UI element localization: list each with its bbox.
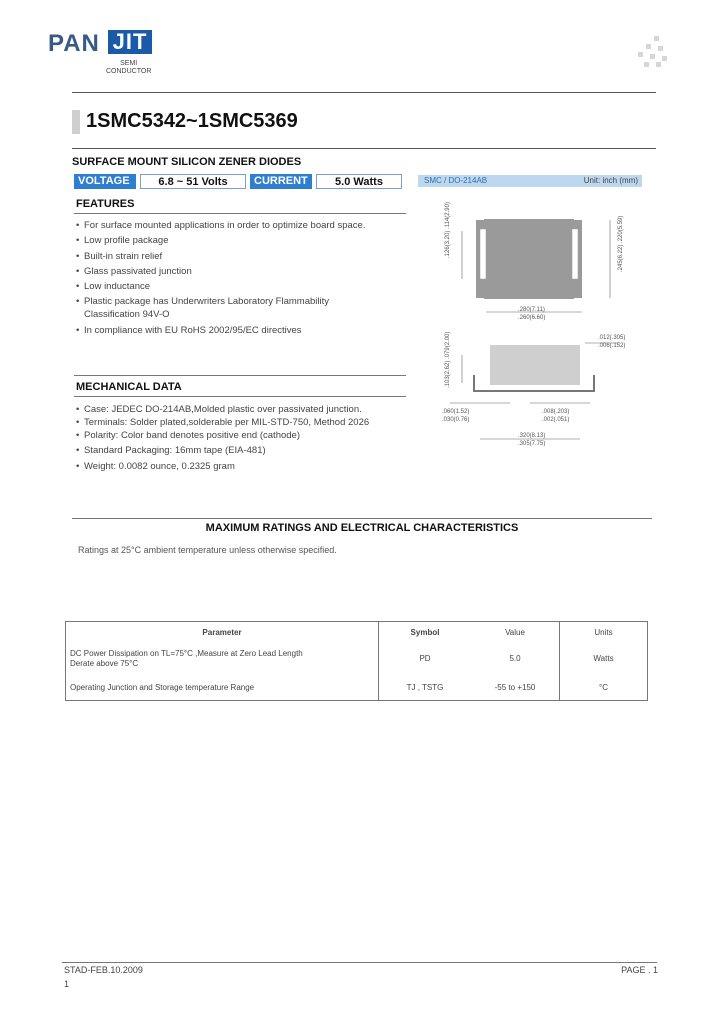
footer-date: STAD-FEB.10.2009 (64, 965, 143, 975)
dim-top-height-in: .126(3.20) (445, 230, 451, 258)
package-name: SMC / DO-214AB (424, 176, 488, 185)
list-item: • For surface mounted applications in order to optimize board space. (76, 219, 406, 232)
package-unit: Unit: inch (mm) (583, 176, 638, 185)
ratings-note: Ratings at 25°C ambient temperature unless otherwise specified. (78, 545, 337, 555)
ratings-title: MAXIMUM RATINGS AND ELECTRICAL CHARACTERISTICS (205, 522, 519, 534)
cell-value: -55 to +150 (471, 674, 560, 700)
table-header-row (66, 622, 648, 644)
param-line2: Derate above 75°C (70, 658, 139, 668)
dim-gap (542, 408, 569, 424)
page-title: 1SMC5342~1SMC5369 (86, 110, 298, 132)
dim-side-height-in: .103(2.62) (445, 360, 451, 388)
cell-unit: Watts (593, 654, 614, 664)
dim-gap-mm: .002(.051) (542, 417, 570, 423)
ratings-divider (72, 518, 652, 519)
table-row (66, 674, 648, 700)
list-item: • Low inductance (76, 280, 406, 293)
mechanical-top-divider (74, 375, 406, 376)
brand-sub-line1: SEMI (120, 60, 138, 67)
dim-side-height (445, 332, 451, 388)
footer-page-label: PAGE . 1 (621, 965, 658, 975)
dim-side-thickness (598, 334, 625, 350)
cell-symbol: PD (419, 654, 431, 664)
package-bar (418, 175, 642, 187)
dim-top-width-mm: .220(5.59) (618, 215, 624, 243)
dim-side-height-mm: .079(2.00) (445, 331, 451, 359)
brand-logo-box: JIT (108, 30, 152, 54)
list-item: • Built-in strain relief (76, 250, 406, 263)
mechanical-divider (74, 396, 406, 397)
list-item: • Glass passivated junction (76, 265, 406, 278)
corner-decoration (636, 36, 668, 68)
list-item: • Case: JEDEC DO-214AB,Molded plastic over passivated junction. (76, 403, 406, 416)
list-item-text: Plastic package has Underwriters Laboratory Flammability (84, 296, 329, 308)
ratings-table (65, 621, 648, 701)
dim-top-length-in: .280(7.11) (518, 307, 545, 313)
header-units: Units (594, 628, 613, 638)
current-value: 5.0 Watts (316, 174, 402, 189)
features-title: FEATURES (76, 198, 135, 210)
features-list (76, 219, 406, 339)
dim-gap-in: .008(.203) (542, 409, 570, 415)
page-subtitle: SURFACE MOUNT SILICON ZENER DIODES (72, 156, 302, 168)
voltage-label: VOLTAGE (74, 174, 136, 189)
dim-top-length (518, 306, 545, 322)
list-item: • Standard Packaging: 16mm tape (EIA-481) (76, 444, 406, 457)
cell-value: 5.0 (471, 644, 560, 674)
dim-bottom-length-mm: .305(7.75) (518, 441, 546, 447)
dim-lead-mm: .030(0.76) (442, 417, 470, 423)
header-value: Value (471, 622, 560, 644)
title-accent (72, 110, 80, 134)
cell-parameter: Operating Junction and Storage temperature Range (66, 674, 379, 700)
list-item: • Low profile package (76, 234, 406, 247)
footer-page-number: 1 (64, 979, 70, 989)
list-item (76, 295, 406, 321)
list-item-text-cont: Classification 94V-O (84, 309, 170, 321)
brand-logo-text: PAN (48, 30, 100, 57)
dim-top-height (445, 202, 451, 258)
dim-side-thickness-mm: .006(.152) (598, 343, 626, 349)
brand-subtitle (106, 60, 151, 76)
features-divider (74, 213, 406, 214)
dim-bottom-length-in: .320(8.13) (518, 433, 546, 439)
side-view-body (490, 345, 580, 385)
mechanical-list (76, 403, 406, 475)
dim-side-thickness-in: .012(.305) (598, 335, 626, 341)
header-symbol: Symbol (410, 628, 440, 638)
mechanical-title: MECHANICAL DATA (76, 381, 182, 393)
table-row (66, 644, 648, 674)
dim-top-length-mm: .260(6.60) (518, 315, 546, 321)
dim-top-width (618, 216, 624, 272)
param-line1: DC Power Dissipation on TL=75°C ,Measure at Zero Lead Length (70, 648, 303, 658)
title-divider (72, 148, 656, 149)
list-item: • Weight: 0.0082 ounce, 0.2325 gram (76, 460, 406, 473)
cell-unit: °C (599, 682, 608, 692)
list-item: • Polarity: Color band denotes positive end (cathode) (76, 429, 406, 442)
dim-top-height-mm: .114(2.90) (445, 202, 451, 229)
dim-lead (442, 408, 469, 424)
brand-sub-line2: CONDUCTOR (106, 68, 152, 75)
list-item: • Terminals: Solder plated,solderable per MIL-STD-750, Method 2026 (76, 416, 406, 429)
top-view-lead-right (572, 229, 578, 279)
top-view-body-inner (484, 219, 574, 299)
header-parameter: Parameter (66, 622, 379, 644)
header-divider (72, 92, 656, 93)
cell-parameter (66, 644, 379, 674)
footer-divider (62, 962, 657, 963)
dim-top-width-in: .245(6.22) (618, 244, 624, 272)
top-view-lead-left (480, 229, 486, 279)
dim-lead-in: .060(1.52) (442, 409, 470, 415)
current-label: CURRENT (250, 174, 312, 189)
cell-symbol: TJ , TSTG (406, 682, 444, 692)
dim-bottom-length (518, 432, 545, 448)
list-item: • In compliance with EU RoHS 2002/95/EC directives (76, 324, 406, 337)
voltage-value: 6.8 ~ 51 Volts (140, 174, 246, 189)
